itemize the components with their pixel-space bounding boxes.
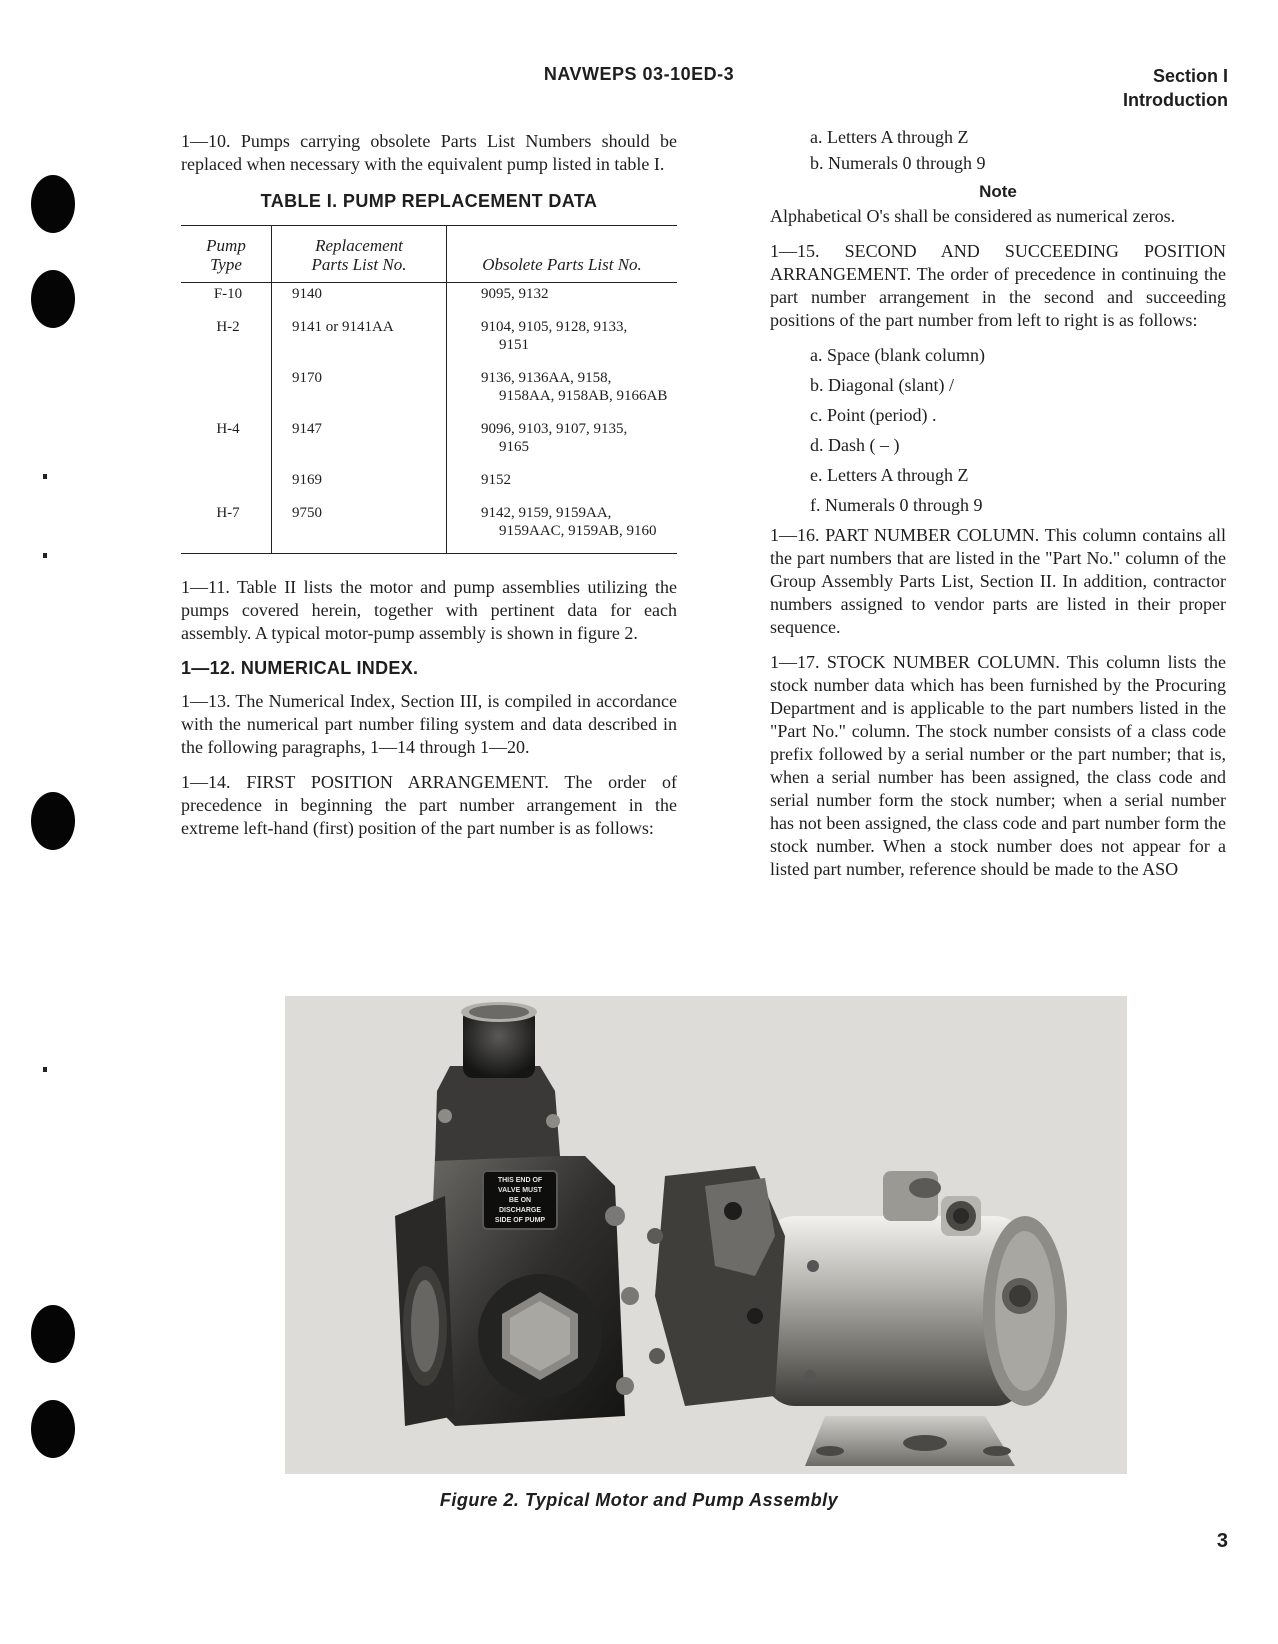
- obsolete-line: 9096, 9103, 9107, 9135,: [481, 421, 628, 437]
- list-item: a. Space (blank column): [810, 345, 985, 365]
- table-row: [181, 283, 677, 317]
- cell-pump-type: H-4: [216, 421, 240, 437]
- binder-hole: [31, 270, 75, 328]
- paragraph-1-16: 1—16. PART NUMBER COLUMN. This column contains all the part numbers that are listed in the "Part No." column of the Group Assembly Parts List, Section II. In addition, contractor numbers assigned to vendor parts are listed in their proper sequence.: [770, 525, 1226, 637]
- cell-pump-type: H-7: [216, 505, 240, 521]
- cell-replacement: 9141 or 9141AA: [272, 316, 447, 367]
- cell-pump-type: F-10: [213, 286, 243, 302]
- list-item: f. Numerals 0 through 9: [810, 495, 983, 515]
- list-item: b. Numerals 0 through 9: [810, 153, 986, 173]
- cell-replacement: 9169: [272, 469, 447, 502]
- binder-hole: [31, 175, 75, 233]
- cell-pump-type: [181, 367, 272, 418]
- succeeding-position-list: [770, 344, 1226, 516]
- obsolete-line: 9104, 9105, 9128, 9133,: [481, 319, 628, 335]
- table-header-row: [181, 226, 677, 283]
- table-row: [181, 316, 677, 367]
- section-title: Introduction: [1123, 90, 1228, 110]
- binder-hole: [31, 792, 75, 850]
- cell-replacement: 9140: [272, 283, 447, 317]
- table-title: TABLE I. PUMP REPLACEMENT DATA: [260, 191, 598, 211]
- paragraph-1-14: 1—14. FIRST POSITION ARRANGEMENT. The order of precedence in beginning the part number arrangement in the extreme left-hand (first) position of the part number is as follows:: [181, 772, 677, 838]
- plate-text-line: BE ON: [508, 1197, 532, 1204]
- list-item: d. Dash ( – ): [810, 435, 900, 455]
- note-body: Alphabetical O's shall be considered as numerical zeros.: [770, 206, 1176, 226]
- section-header: [1123, 64, 1228, 112]
- paragraph-1-13: 1—13. The Numerical Index, Section III, is compiled in accordance with the numerical part number filing system and data described in the following paragraphs, 1—14 through 1—20.: [181, 691, 677, 757]
- obsolete-line: 9095, 9132: [481, 286, 549, 302]
- header-replacement: [272, 226, 447, 283]
- cell-obsolete: [447, 502, 678, 554]
- obsolete-line: 9165: [499, 439, 529, 455]
- table-row: [181, 502, 677, 554]
- figure-caption: Figure 2. Typical Motor and Pump Assembly: [439, 1490, 839, 1510]
- binder-hole: [31, 1400, 75, 1458]
- cell-replacement: 9750: [272, 502, 447, 554]
- page-number: 3: [1216, 1530, 1228, 1552]
- table-row: [181, 418, 677, 469]
- plate-text-line: DISCHARGE: [498, 1207, 542, 1214]
- list-item: a. Letters A through Z: [810, 127, 969, 147]
- binder-hole: [31, 1305, 75, 1363]
- first-position-list: [770, 126, 1226, 174]
- note-title: Note: [979, 182, 1017, 201]
- header-pump-type: [181, 226, 272, 283]
- section-label: Section I: [1152, 66, 1228, 86]
- obsolete-line: 9142, 9159, 9159AA,: [481, 505, 612, 521]
- list-item: c. Point (period) .: [810, 405, 937, 425]
- scan-speck: [43, 474, 47, 479]
- plate-text-line: SIDE OF PUMP: [494, 1217, 546, 1224]
- obsolete-line: 9152: [481, 472, 511, 488]
- list-item: b. Diagonal (slant) /: [810, 375, 954, 395]
- pump-replacement-table: [181, 225, 677, 554]
- cell-obsolete: [447, 418, 678, 469]
- paragraph-1-15: 1—15. SECOND AND SUCCEEDING POSITION ARRANGEMENT. The order of precedence in continuing the part number arrangement in the second and succeeding positions of the part number from left to right is as follows:: [770, 241, 1226, 330]
- paragraph-1-11: 1—11. Table II lists the motor and pump assemblies utilizing the pumps covered herein, together with pertinent data for each assembly. A typical motor-pump assembly is shown in figure 2.: [181, 577, 677, 643]
- cell-replacement: 9170: [272, 367, 447, 418]
- cell-replacement: 9147: [272, 418, 447, 469]
- heading-numerical-index: 1—12. NUMERICAL INDEX.: [181, 658, 419, 678]
- table-body: [181, 283, 677, 554]
- header-text: Parts List No.: [311, 255, 407, 274]
- obsolete-line: 9151: [499, 337, 529, 353]
- motor-pump-illustration: [285, 996, 1127, 1474]
- cell-obsolete: [447, 469, 678, 502]
- scan-speck: [43, 1067, 47, 1072]
- cell-pump-type: H-2: [216, 319, 240, 335]
- header-text: Replacement: [315, 236, 403, 255]
- cell-obsolete: [447, 367, 678, 418]
- right-column: [770, 126, 1226, 881]
- cell-pump-type: [181, 469, 272, 502]
- list-item: e. Letters A through Z: [810, 465, 969, 485]
- document-code: NAVWEPS 03-10ED-3: [543, 64, 735, 84]
- cell-obsolete: [447, 283, 678, 317]
- cell-obsolete: [447, 316, 678, 367]
- left-column: [181, 130, 677, 852]
- table-row: [181, 367, 677, 418]
- header-text: Type: [210, 255, 242, 274]
- scan-speck: [43, 553, 47, 558]
- header-obsolete: Obsolete Parts List No.: [447, 226, 678, 283]
- paragraph-1-10: 1—10. Pumps carrying obsolete Parts List Numbers should be replaced when necessary with the equivalent pump listed in table I.: [181, 131, 677, 174]
- plate-text-line: THIS END OF: [497, 1177, 543, 1184]
- obsolete-line: 9159AAC, 9159AB, 9160: [499, 523, 657, 539]
- table-row: [181, 469, 677, 502]
- motor-pump-photo: [285, 996, 1127, 1474]
- plate-text-line: VALVE MUST: [497, 1187, 543, 1194]
- header-text: Pump: [206, 236, 246, 255]
- obsolete-line: 9158AA, 9158AB, 9166AB: [499, 388, 668, 404]
- paragraph-1-17: 1—17. STOCK NUMBER COLUMN. This column lists the stock number data which has been furnished by the Procuring Department and is applicable to the part numbers listed in the "Part No." column. The stock number consists of a class code prefix followed by a serial number or the part number; that is, when a serial number has been assigned, the class code and serial number form the stock number; when a serial number has not been assigned, the class code and part number form the stock number. When a stock number does not appear for a listed part number, reference should be made to the ASO: [770, 652, 1226, 879]
- obsolete-line: 9136, 9136AA, 9158,: [481, 370, 612, 386]
